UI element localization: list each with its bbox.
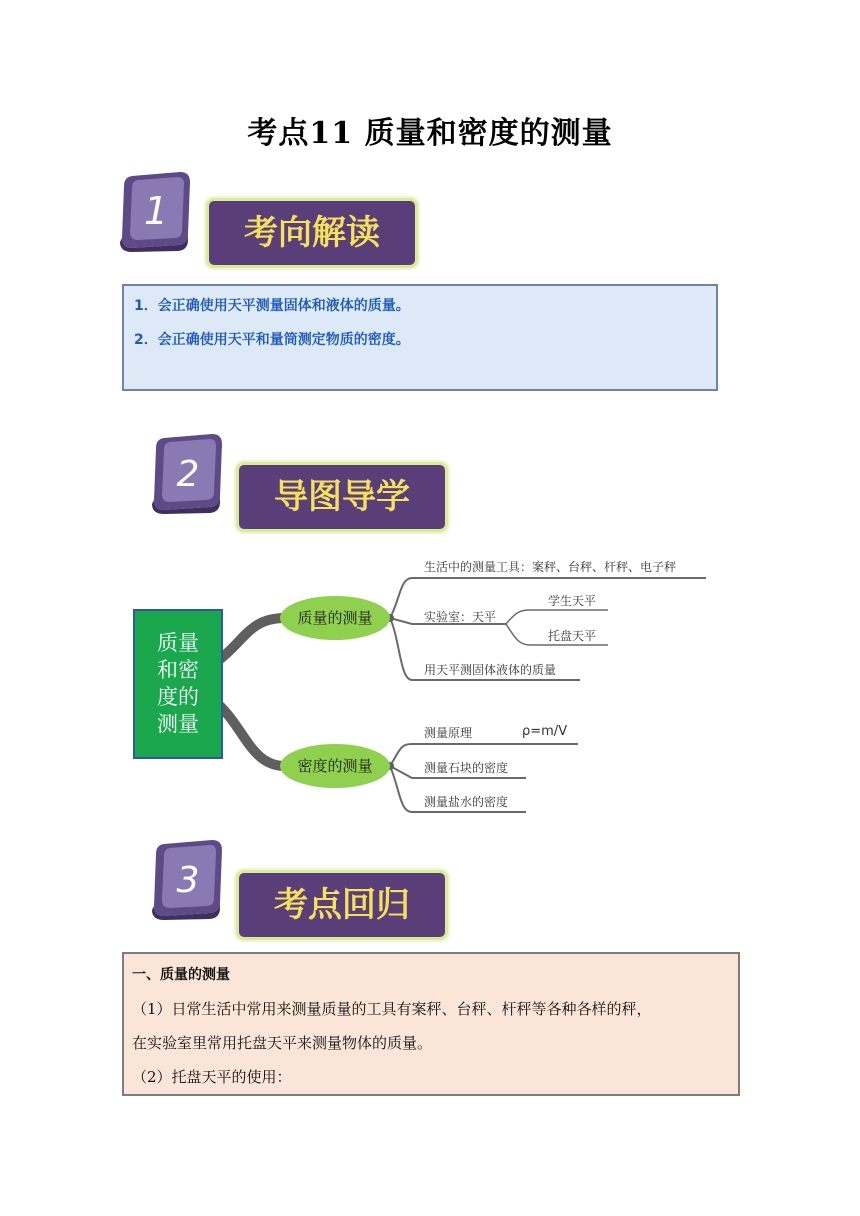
number-cube-icon xyxy=(150,836,226,920)
objective-item: 2．会正确使用天平和量筒测定物质的密度。 xyxy=(134,332,410,348)
leaf-daily-tools: 生活中的测量工具：案秤、台秤、杆秤、电子秤 xyxy=(424,560,677,574)
section-header-2 xyxy=(150,430,450,530)
branch-mass-measurement: 质量的测量 xyxy=(280,596,390,640)
root-line: 度的 xyxy=(157,685,199,709)
review-line: （1）日常生活中常用来测量质量的工具有案秤、台秤、杆秤等各种各样的秤， xyxy=(132,1000,652,1018)
svg-text:2: 2 xyxy=(176,454,200,495)
review-box xyxy=(122,952,740,1096)
review-line: 在实验室里常用托盘天平来测量物体的质量。 xyxy=(132,1034,433,1052)
objective-item: 1．会正确使用天平测量固体和液体的质量。 xyxy=(134,298,410,314)
leaf-student-balance: 学生天平 xyxy=(548,594,597,608)
leaf-solid-liquid-mass: 用天平测固体液体的质量 xyxy=(424,663,557,677)
svg-text:1: 1 xyxy=(143,189,169,233)
branch-density-measurement: 密度的测量 xyxy=(280,744,390,788)
section-label: 考点回归 xyxy=(236,870,448,940)
svg-text:3: 3 xyxy=(176,860,200,901)
leaf-brine-density: 测量盐水的密度 xyxy=(424,795,509,809)
number-cube-icon xyxy=(150,430,226,514)
root-line: 测量 xyxy=(157,712,199,736)
objectives-box xyxy=(122,284,718,391)
leaf-lab-balance: 实验室：天平 xyxy=(424,610,497,624)
leaf-principle: 测量原理 xyxy=(424,726,473,740)
leaf-tray-balance: 托盘天平 xyxy=(548,629,597,643)
root-line: 质量 xyxy=(157,631,199,655)
section-label: 考向解读 xyxy=(206,198,418,268)
leaf-stone-density: 测量石块的密度 xyxy=(424,761,509,775)
review-line: （2）托盘天平的使用： xyxy=(132,1068,292,1086)
section-header-3 xyxy=(150,836,450,936)
section-header-1 xyxy=(118,168,418,268)
page-title: 考点11 质量和密度的测量 xyxy=(247,116,613,151)
leaf-formula: ρ=m/V xyxy=(522,724,568,739)
root-line: 和密 xyxy=(157,658,199,682)
review-heading: 一、质量的测量 xyxy=(132,967,230,983)
section-label: 导图导学 xyxy=(236,462,448,532)
mind-map-root xyxy=(133,609,223,759)
number-cube-icon xyxy=(118,168,194,252)
